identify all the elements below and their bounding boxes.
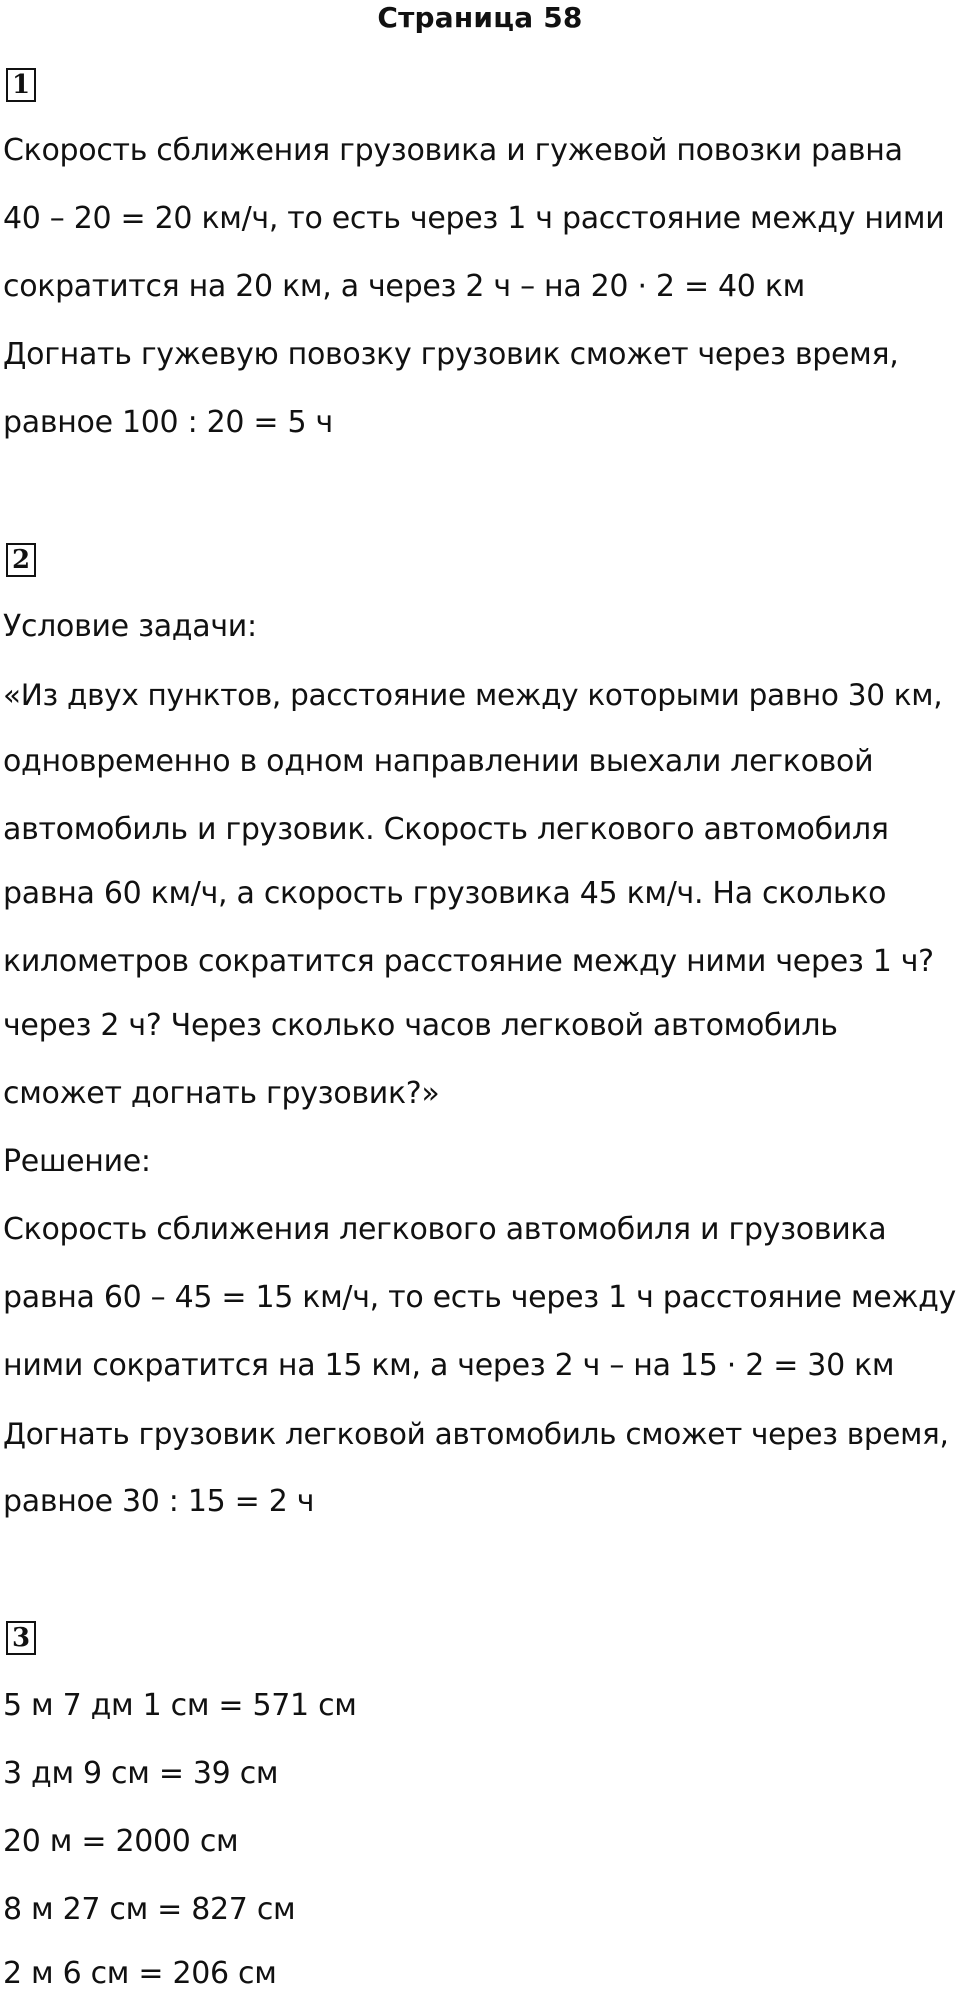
task-2-line: Решение:	[3, 1144, 151, 1179]
task-2-line: ними сократится на 15 км, а через 2 ч – на 15 · 2 = 30 км	[3, 1348, 895, 1383]
task-2-line: километров сократится расстояние между ними через 1 ч?	[3, 944, 934, 979]
task-1-line: сократится на 20 км, а через 2 ч – на 20 · 2 = 40 км	[3, 269, 805, 304]
task-3-line: 5 м 7 дм 1 см = 571 см	[3, 1688, 357, 1723]
page-title: Страница 58	[377, 1, 583, 34]
task-1-line: Догнать гужевую повозку грузовик сможет через время,	[3, 337, 899, 372]
task-3-number: 3	[6, 1621, 36, 1655]
task-1-line: 40 – 20 = 20 км/ч, то есть через 1 ч расстояние между ними	[3, 201, 945, 236]
task-2-number: 2	[6, 543, 36, 577]
task-2-line: одновременно в одном направлении выехали легковой	[3, 744, 874, 779]
task-2-line: равна 60 км/ч, а скорость грузовика 45 км/ч. На сколько	[3, 876, 887, 911]
task-2-line: равное 30 : 15 = 2 ч	[3, 1484, 315, 1519]
task-2-line: Догнать грузовик легковой автомобиль сможет через время,	[3, 1417, 949, 1451]
task-2-line: Условие задачи:	[3, 609, 257, 644]
task-3-line: 2 м 6 см = 206 см	[3, 1956, 277, 1991]
task-1-line: Скорость сближения грузовика и гужевой повозки равна	[3, 133, 903, 168]
task-2-line: Скорость сближения легкового автомобиля и грузовика	[3, 1212, 887, 1247]
task-2-line: автомобиль и грузовик. Скорость легкового автомобиля	[3, 812, 889, 847]
task-3-line: 8 м 27 см = 827 см	[3, 1892, 296, 1927]
task-2-line: «Из двух пунктов, расстояние между которыми равно 30 км,	[3, 678, 943, 712]
task-1-number: 1	[6, 68, 36, 102]
task-3-line: 20 м = 2000 см	[3, 1824, 239, 1859]
task-1-line: равное 100 : 20 = 5 ч	[3, 405, 333, 440]
task-2-line: через 2 ч? Через сколько часов легковой автомобиль	[3, 1008, 838, 1043]
task-2-line: равна 60 – 45 = 15 км/ч, то есть через 1 ч расстояние между	[3, 1280, 957, 1315]
task-2-line: сможет догнать грузовик?»	[3, 1076, 440, 1111]
task-3-line: 3 дм 9 см = 39 см	[3, 1756, 279, 1791]
